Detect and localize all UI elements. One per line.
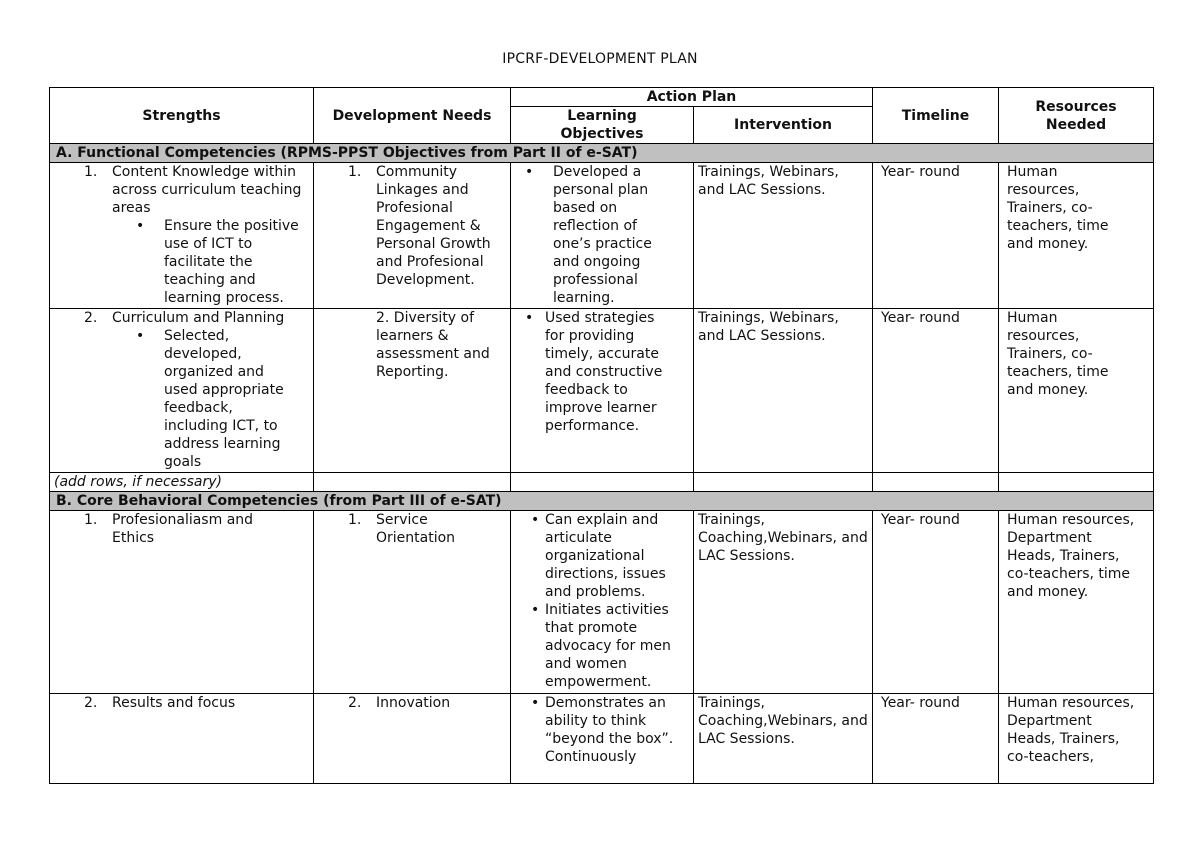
section-a-row: [50, 144, 1154, 163]
intervention-cell: Trainings, Coaching,Webinars, and LAC Sessions.: [694, 511, 873, 694]
resources-cell: Human resources, Department Heads, Trainers, co-teachers,: [999, 694, 1154, 784]
need-number: 2.: [348, 695, 362, 711]
need-text: Innovation: [376, 695, 451, 711]
need-cell: [314, 511, 511, 694]
add-rows-note: (add rows, if necessary): [50, 473, 314, 492]
strength-number: 2.: [84, 310, 98, 326]
strength-item: [54, 511, 309, 547]
resources-cell: Human resources, Department Heads, Trainers, co-teachers, time and money.: [999, 511, 1154, 694]
need-cell: [314, 163, 511, 309]
header-timeline: Timeline: [873, 88, 999, 144]
strength-text: Content Knowledge within across curriculum teaching areas: [112, 164, 302, 216]
objective-cell: [511, 694, 694, 784]
need-item: [318, 163, 506, 289]
strength-bullet: • Ensure the positive use of ICT to facilitate the teaching and learning process.: [54, 217, 309, 307]
strength-item: [54, 694, 309, 712]
need-item: [318, 511, 506, 547]
objective-bullet: • Can explain and articulate organizational directions, issues and problems.: [515, 511, 689, 601]
need-number: 1.: [348, 512, 362, 528]
header-learning-objectives: Learning Objectives: [511, 107, 694, 144]
header-action-plan: Action Plan: [511, 88, 873, 107]
header-row-1: [50, 88, 1154, 107]
strength-text: Curriculum and Planning: [112, 310, 285, 326]
empty-cell: [999, 473, 1154, 492]
table-row: [50, 309, 1154, 473]
need-cell: [314, 694, 511, 784]
resources-cell: Human resources, Trainers, co-teachers, time and money.: [999, 163, 1154, 309]
timeline-cell: Year- round: [873, 309, 999, 473]
header-intervention: Intervention: [694, 107, 873, 144]
table-row: [50, 511, 1154, 694]
strength-bullet: • Selected, developed, organized and used appropriate feedback, including ICT, to address learning goals: [54, 327, 309, 471]
objective-cell: [511, 309, 694, 473]
objective-cell: [511, 163, 694, 309]
header-strengths: Strengths: [50, 88, 314, 144]
strength-cell: [50, 694, 314, 784]
strength-text: Profesionaliasm and Ethics: [112, 512, 254, 546]
resources-cell: Human resources, Trainers, co-teachers, time and money.: [999, 309, 1154, 473]
strength-cell: [50, 163, 314, 309]
need-text: Community Linkages and Profesional Engagement & Personal Growth and Profesional Development.: [376, 164, 491, 288]
objective-bullet: • Demonstrates an ability to think “beyond the box”. Continuously: [515, 694, 689, 766]
strength-text: Results and focus: [112, 695, 236, 711]
need-text: Service Orientation: [376, 512, 456, 546]
header-resources-needed: Resources Needed: [999, 88, 1154, 144]
section-a-title: A. Functional Competencies (RPMS-PPST Objectives from Part II of e-SAT): [50, 144, 1154, 163]
section-b-title: B. Core Behavioral Competencies (from Part III of e-SAT): [50, 492, 1154, 511]
empty-cell: [694, 473, 873, 492]
timeline-cell: Year- round: [873, 694, 999, 784]
strength-item: [54, 309, 309, 327]
empty-cell: [873, 473, 999, 492]
strength-cell: [50, 309, 314, 473]
strength-number: 2.: [84, 695, 98, 711]
need-item: [318, 694, 506, 712]
need-cell: [314, 309, 511, 473]
strength-number: 1.: [84, 512, 98, 528]
document-title: IPCRF-DEVELOPMENT PLAN: [502, 51, 698, 67]
section-b-row: [50, 492, 1154, 511]
table-row: [50, 694, 1154, 784]
timeline-cell: Year- round: [873, 511, 999, 694]
strength-cell: [50, 511, 314, 694]
timeline-cell: Year- round: [873, 163, 999, 309]
objective-bullet: • Initiates activities that promote advocacy for men and women empowerment.: [515, 601, 689, 691]
table-row: [50, 163, 1154, 309]
intervention-cell: Trainings, Webinars, and LAC Sessions.: [694, 309, 873, 473]
empty-cell: [511, 473, 694, 492]
objective-cell: [511, 511, 694, 694]
add-rows-row: [50, 473, 1154, 492]
objective-bullet: • Developed a personal plan based on reflection of one’s practice and ongoing professional learning.: [515, 163, 689, 307]
strength-number: 1.: [84, 164, 98, 180]
empty-cell: [314, 473, 511, 492]
objective-bullet: • Used strategies for providing timely, accurate and constructive feedback to improve learner performance.: [515, 309, 689, 435]
intervention-cell: Trainings, Coaching,Webinars, and LAC Sessions.: [694, 694, 873, 784]
need-number: 1.: [348, 164, 362, 180]
intervention-cell: Trainings, Webinars, and LAC Sessions.: [694, 163, 873, 309]
strength-item: [54, 163, 309, 217]
need-text: 2. Diversity of learners & assessment and Reporting.: [376, 310, 490, 380]
development-plan-table: [49, 87, 1154, 784]
header-development-needs: Development Needs: [314, 88, 511, 144]
